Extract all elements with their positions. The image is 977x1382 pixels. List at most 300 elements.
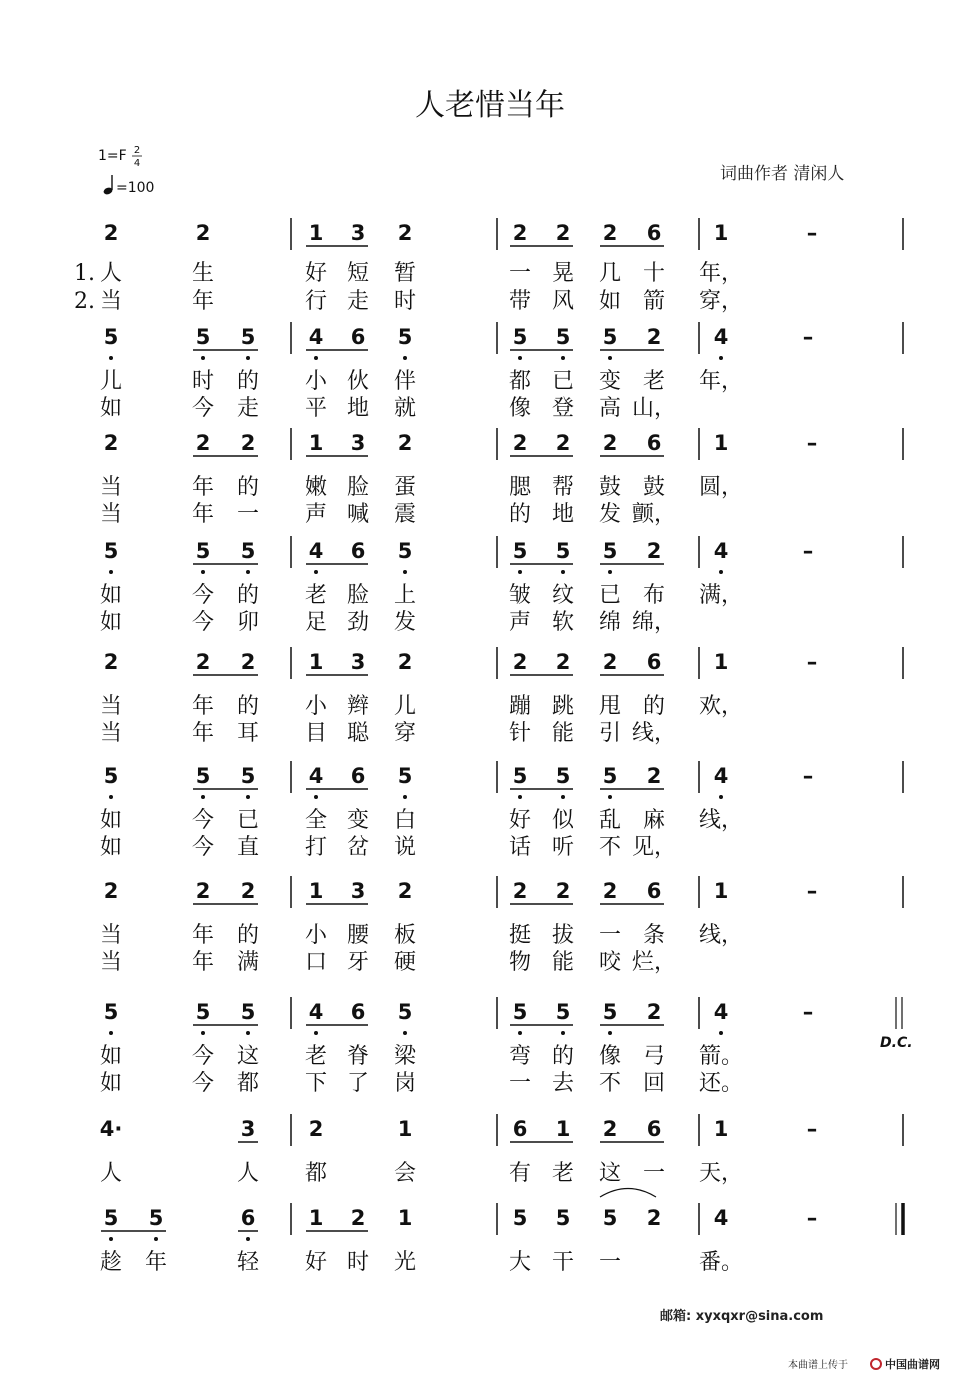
octave-dot: [719, 795, 723, 799]
lyric-char: 短: [346, 261, 370, 286]
lyric-char: 这: [236, 1044, 260, 1069]
note: 5: [602, 539, 618, 563]
lyric-char: 回: [642, 1071, 666, 1096]
octave-dot: [109, 1237, 113, 1241]
octave-dot: [109, 795, 113, 799]
lyric-char: 硬: [393, 950, 417, 975]
note: 3: [240, 1117, 256, 1141]
lyric-char: 岔: [346, 835, 370, 860]
note: 5: [103, 764, 119, 788]
lyric-char: 拔: [551, 923, 575, 948]
lyric-char: 年: [191, 721, 215, 746]
note: 2: [646, 764, 662, 788]
quarter-note-icon: [103, 175, 114, 196]
lyric-char: 圆，: [698, 475, 744, 500]
lyric-char: 箭: [642, 289, 666, 314]
note: 2: [602, 879, 618, 903]
lyric-char: 一: [508, 261, 532, 286]
octave-dot: [246, 356, 250, 360]
lyric-char: 变: [346, 808, 370, 833]
lyric-char: 番。: [698, 1250, 744, 1275]
lyric-char: 就: [393, 396, 417, 421]
lyric-char: 脸: [346, 475, 370, 500]
lyric-char: 山，: [631, 396, 677, 421]
note: 2: [646, 1000, 662, 1024]
note: 6: [646, 1117, 662, 1141]
note: 2: [602, 221, 618, 245]
lyric-char: 像: [508, 396, 532, 421]
note: 4: [713, 325, 729, 349]
octave-dot: [314, 1031, 318, 1035]
note: 5: [397, 539, 413, 563]
lyric-char: 一: [598, 923, 622, 948]
note: 6: [350, 325, 366, 349]
octave-dot: [608, 795, 612, 799]
lyric-char: 如: [99, 1044, 123, 1069]
lyric-char: 人: [236, 1161, 260, 1186]
note: 1: [713, 1117, 729, 1141]
lyric-char: 已: [551, 369, 575, 394]
note: 5: [195, 1000, 211, 1024]
note: 2: [555, 879, 571, 903]
note: 1: [713, 650, 729, 674]
lyric-char: 腰: [346, 923, 370, 948]
lyric-char: 都: [236, 1071, 260, 1096]
note: 3: [350, 650, 366, 674]
lyric-char: 平: [304, 396, 328, 421]
note: 1: [308, 879, 324, 903]
octave-dot: [403, 356, 407, 360]
octave-dot: [518, 1031, 522, 1035]
lyric-char: 打: [304, 835, 328, 860]
verse-marker: 1.: [74, 261, 95, 286]
octave-dot: [561, 570, 565, 574]
octave-dot: [201, 1031, 205, 1035]
note: 1: [308, 1206, 324, 1230]
lyric-char: 还。: [698, 1071, 744, 1096]
lyric-char: 趁: [99, 1250, 123, 1275]
note: 6: [646, 650, 662, 674]
lyric-char: 线，: [698, 923, 744, 948]
lyric-char: 脊: [346, 1044, 370, 1069]
octave-dot: [314, 795, 318, 799]
note: 4: [713, 764, 729, 788]
note: 6: [350, 539, 366, 563]
lyric-char: 时: [393, 289, 417, 314]
lyric-char: 天，: [698, 1161, 744, 1186]
rest-dash: –: [806, 879, 818, 903]
key-signature: 1=F: [98, 148, 127, 164]
site-logo-icon: [871, 1359, 881, 1369]
rest-dash: –: [802, 539, 814, 563]
note: 1: [308, 221, 324, 245]
octave-dot: [518, 570, 522, 574]
rest-dash: –: [806, 221, 818, 245]
lyric-char: 行: [304, 289, 328, 314]
note: 5: [555, 1000, 571, 1024]
lyric-char: 目: [304, 721, 328, 746]
lyric-char: 当: [99, 950, 123, 975]
lyric-char: 鼓: [642, 475, 666, 500]
lyric-char: 小: [304, 923, 328, 948]
note: 4: [713, 1000, 729, 1024]
lyric-char: 小: [304, 694, 328, 719]
lyric-char: 都: [304, 1161, 328, 1186]
lyric-char: 欢，: [698, 694, 744, 719]
note: 5: [397, 325, 413, 349]
note: 3: [350, 879, 366, 903]
lyric-char: 地: [346, 396, 370, 421]
note: 4: [308, 539, 324, 563]
lyric-char: 帮: [551, 475, 575, 500]
note: 2: [103, 221, 119, 245]
note: 2: [397, 221, 413, 245]
note: 2: [350, 1206, 366, 1230]
note: 6: [646, 431, 662, 455]
note: 2: [512, 650, 528, 674]
lyric-char: 的: [236, 923, 260, 948]
lyric-char: 颤，: [631, 502, 677, 527]
lyric-char: 儿: [99, 369, 123, 394]
lyric-char: 如: [99, 1071, 123, 1096]
lyric-char: 弯: [508, 1044, 532, 1069]
lyric-char: 的: [236, 369, 260, 394]
note: 2: [397, 650, 413, 674]
note: 2: [240, 431, 256, 455]
note: 5: [103, 1000, 119, 1024]
lyric-char: 甩: [598, 694, 622, 719]
note: 2: [512, 431, 528, 455]
note: 6: [350, 764, 366, 788]
lyric-char: 好: [304, 261, 328, 286]
song-title: 人老惜当年: [415, 88, 565, 123]
octave-dot: [201, 570, 205, 574]
lyric-char: 伙: [346, 369, 370, 394]
lyric-char: 震: [393, 502, 417, 527]
note: 5: [103, 325, 119, 349]
lyric-char: 乱: [598, 808, 622, 833]
lyric-char: 皱: [508, 583, 532, 608]
lyric-char: 这: [598, 1161, 622, 1186]
rest-dash: –: [806, 431, 818, 455]
note: 2: [555, 431, 571, 455]
octave-dot: [109, 570, 113, 574]
octave-dot: [314, 570, 318, 574]
lyric-char: 年，: [698, 261, 744, 286]
lyric-char: 穿: [393, 721, 417, 746]
lyric-char: 穿，: [698, 289, 744, 314]
lyric-char: 挺: [508, 923, 532, 948]
lyric-char: 口: [304, 950, 328, 975]
lyric-char: 绵: [598, 610, 622, 635]
lyric-char: 发: [393, 610, 417, 635]
octave-dot: [518, 795, 522, 799]
upload-note: 本曲谱上传于: [788, 1360, 848, 1371]
note: 5: [512, 1206, 528, 1230]
lyric-char: 白: [393, 808, 417, 833]
lyric-char: 会: [393, 1161, 417, 1186]
note: 2: [602, 650, 618, 674]
note: 2: [195, 650, 211, 674]
lyric-char: 一: [598, 1250, 622, 1275]
tempo-marking: =100: [116, 180, 155, 196]
lyric-char: 年: [191, 475, 215, 500]
lyric-char: 箭。: [698, 1044, 744, 1069]
note: 1: [713, 879, 729, 903]
lyric-char: 今: [191, 583, 215, 608]
note: 2: [103, 650, 119, 674]
note: 2: [240, 650, 256, 674]
lyric-char: 带: [508, 289, 532, 314]
octave-dot: [608, 356, 612, 360]
lyric-char: 变: [598, 369, 622, 394]
note: 5: [195, 764, 211, 788]
lyric-char: 声: [304, 502, 328, 527]
lyric-char: 今: [191, 1071, 215, 1096]
lyric-char: 物: [508, 950, 532, 975]
note: 6: [646, 221, 662, 245]
lyric-char: 的: [236, 694, 260, 719]
lyric-char: 线，: [698, 808, 744, 833]
lyric-char: 耳: [236, 721, 260, 746]
lyric-char: 梁: [393, 1044, 417, 1069]
lyric-char: 满，: [698, 583, 744, 608]
lyric-char: 年: [191, 694, 215, 719]
lyric-char: 纹: [551, 583, 575, 608]
octave-dot: [719, 570, 723, 574]
lyric-char: 线，: [631, 721, 677, 746]
note: 4: [713, 539, 729, 563]
octave-dot: [561, 356, 565, 360]
slur: [600, 1189, 656, 1198]
lyric-char: 已: [598, 583, 622, 608]
lyric-char: 足: [304, 610, 328, 635]
note: 2: [103, 879, 119, 903]
note: 2: [555, 221, 571, 245]
lyric-char: 的: [508, 502, 532, 527]
lyric-char: 了: [346, 1071, 370, 1096]
lyric-char: 时: [191, 369, 215, 394]
note: 1: [555, 1117, 571, 1141]
lyric-char: 今: [191, 1044, 215, 1069]
lyric-char: 蛋: [393, 475, 417, 500]
lyric-char: 晃: [551, 261, 575, 286]
lyric-char: 今: [191, 396, 215, 421]
lyric-char: 针: [508, 721, 532, 746]
lyric-char: 伴: [393, 369, 417, 394]
lyric-char: 绵，: [631, 610, 677, 635]
lyric-char: 如: [99, 610, 123, 635]
octave-dot: [719, 356, 723, 360]
octave-dot: [201, 795, 205, 799]
lyric-char: 的: [236, 583, 260, 608]
lyric-char: 一: [642, 1161, 666, 1186]
lyric-char: 人: [99, 1161, 123, 1186]
note: 3: [350, 431, 366, 455]
octave-dot: [154, 1237, 158, 1241]
lyric-char: 老: [642, 369, 666, 394]
octave-dot: [561, 795, 565, 799]
lyric-char: 有: [508, 1161, 532, 1186]
note: 4·: [99, 1117, 123, 1141]
email-contact: 邮箱: xyxqxr@sina.com: [660, 1309, 824, 1324]
lyric-char: 跳: [551, 694, 575, 719]
note: 5: [397, 764, 413, 788]
lyric-char: 话: [508, 835, 532, 860]
rest-dash: –: [806, 1117, 818, 1141]
lyric-char: 全: [304, 808, 328, 833]
note: 6: [350, 1000, 366, 1024]
note: 5: [103, 1206, 119, 1230]
octave-dot: [403, 795, 407, 799]
lyric-char: 当: [99, 475, 123, 500]
note: 2: [195, 431, 211, 455]
time-signature-top: 2: [133, 145, 141, 156]
lyric-char: 如: [99, 583, 123, 608]
note: 5: [240, 764, 256, 788]
note: 2: [195, 221, 211, 245]
site-logo-text: 中国曲谱网: [885, 1358, 940, 1371]
note: 2: [397, 431, 413, 455]
note: 5: [555, 764, 571, 788]
lyric-char: 一: [508, 1071, 532, 1096]
lyric-char: 牙: [346, 950, 370, 975]
lyric-char: 年: [191, 289, 215, 314]
note: 5: [602, 325, 618, 349]
lyric-char: 今: [191, 808, 215, 833]
note: 1: [308, 650, 324, 674]
note: 2: [555, 650, 571, 674]
note: 4: [308, 764, 324, 788]
lyric-char: 嫩: [304, 475, 328, 500]
octave-dot: [608, 570, 612, 574]
lyric-char: 年: [191, 502, 215, 527]
lyric-char: 烂，: [631, 950, 677, 975]
lyric-char: 说: [393, 835, 417, 860]
lyric-char: 高: [598, 396, 622, 421]
note: 4: [308, 325, 324, 349]
time-signature-bottom: 4: [133, 158, 141, 169]
note: 5: [195, 325, 211, 349]
lyric-char: 听: [551, 835, 575, 860]
octave-dot: [109, 356, 113, 360]
lyric-char: 小: [304, 369, 328, 394]
lyric-char: 喊: [346, 502, 370, 527]
note: 1: [713, 221, 729, 245]
lyric-char: 板: [393, 923, 417, 948]
lyric-char: 的: [642, 694, 666, 719]
lyric-char: 生: [191, 261, 215, 286]
note: 5: [397, 1000, 413, 1024]
note: 5: [602, 764, 618, 788]
score-rows: [74, 218, 903, 1275]
lyric-char: 人: [99, 261, 123, 286]
note: 5: [512, 1000, 528, 1024]
lyric-char: 上: [393, 583, 417, 608]
lyric-char: 不: [598, 1071, 622, 1096]
lyric-char: 当: [99, 721, 123, 746]
note: 1: [308, 431, 324, 455]
lyric-char: 鼓: [598, 475, 622, 500]
lyric-char: 岗: [393, 1071, 417, 1096]
note: 2: [103, 431, 119, 455]
octave-dot: [246, 795, 250, 799]
lyric-char: 如: [598, 289, 622, 314]
lyric-char: 直: [236, 835, 260, 860]
lyric-char: 今: [191, 610, 215, 635]
lyric-char: 儿: [393, 694, 417, 719]
lyric-char: 都: [508, 369, 532, 394]
lyric-char: 如: [99, 808, 123, 833]
lyric-char: 的: [236, 475, 260, 500]
lyric-char: 蹦: [508, 694, 532, 719]
lyric-char: 已: [236, 808, 260, 833]
lyric-char: 时: [346, 1250, 370, 1275]
note: 5: [148, 1206, 164, 1230]
octave-dot: [246, 1031, 250, 1035]
note: 6: [646, 879, 662, 903]
lyric-char: 好: [304, 1250, 328, 1275]
lyric-char: 的: [551, 1044, 575, 1069]
lyric-char: 年: [191, 923, 215, 948]
octave-dot: [608, 1031, 612, 1035]
site-logo: [871, 1357, 940, 1371]
lyric-char: 布: [642, 583, 666, 608]
lyric-char: 老: [304, 1044, 328, 1069]
lyric-char: 今: [191, 835, 215, 860]
note: 5: [512, 539, 528, 563]
lyric-char: 当: [99, 502, 123, 527]
note: 5: [195, 539, 211, 563]
note: 6: [512, 1117, 528, 1141]
lyric-char: 咬: [598, 950, 622, 975]
note: 2: [308, 1117, 324, 1141]
note: 5: [555, 1206, 571, 1230]
lyric-char: 去: [551, 1071, 575, 1096]
lyric-char: 辫: [346, 694, 370, 719]
lyric-char: 几: [598, 261, 622, 286]
lyric-char: 能: [551, 721, 575, 746]
lyric-char: 下: [304, 1071, 328, 1096]
rest-dash: –: [802, 325, 814, 349]
lyric-char: 发: [598, 502, 622, 527]
lyric-char: 风: [551, 289, 575, 314]
dc-mark: D.C.: [880, 1035, 913, 1051]
note: 5: [555, 325, 571, 349]
note: 2: [240, 879, 256, 903]
lyric-char: 如: [99, 835, 123, 860]
lyric-char: 老: [304, 583, 328, 608]
lyric-char: 地: [551, 502, 575, 527]
lyric-char: 像: [598, 1044, 622, 1069]
lyric-char: 能: [551, 950, 575, 975]
rest-dash: –: [806, 1206, 818, 1230]
note: 2: [602, 431, 618, 455]
note: 2: [512, 221, 528, 245]
note: 2: [512, 879, 528, 903]
note: 4: [308, 1000, 324, 1024]
lyric-char: 十: [642, 261, 666, 286]
lyric-char: 走: [236, 396, 260, 421]
note: 5: [602, 1206, 618, 1230]
lyric-char: 当: [99, 694, 123, 719]
lyric-char: 一: [236, 502, 260, 527]
note: 1: [397, 1117, 413, 1141]
lyric-char: 登: [551, 396, 575, 421]
author-credit: 词曲作者 清闲人: [720, 164, 845, 184]
note: 2: [602, 1117, 618, 1141]
lyric-char: 脸: [346, 583, 370, 608]
